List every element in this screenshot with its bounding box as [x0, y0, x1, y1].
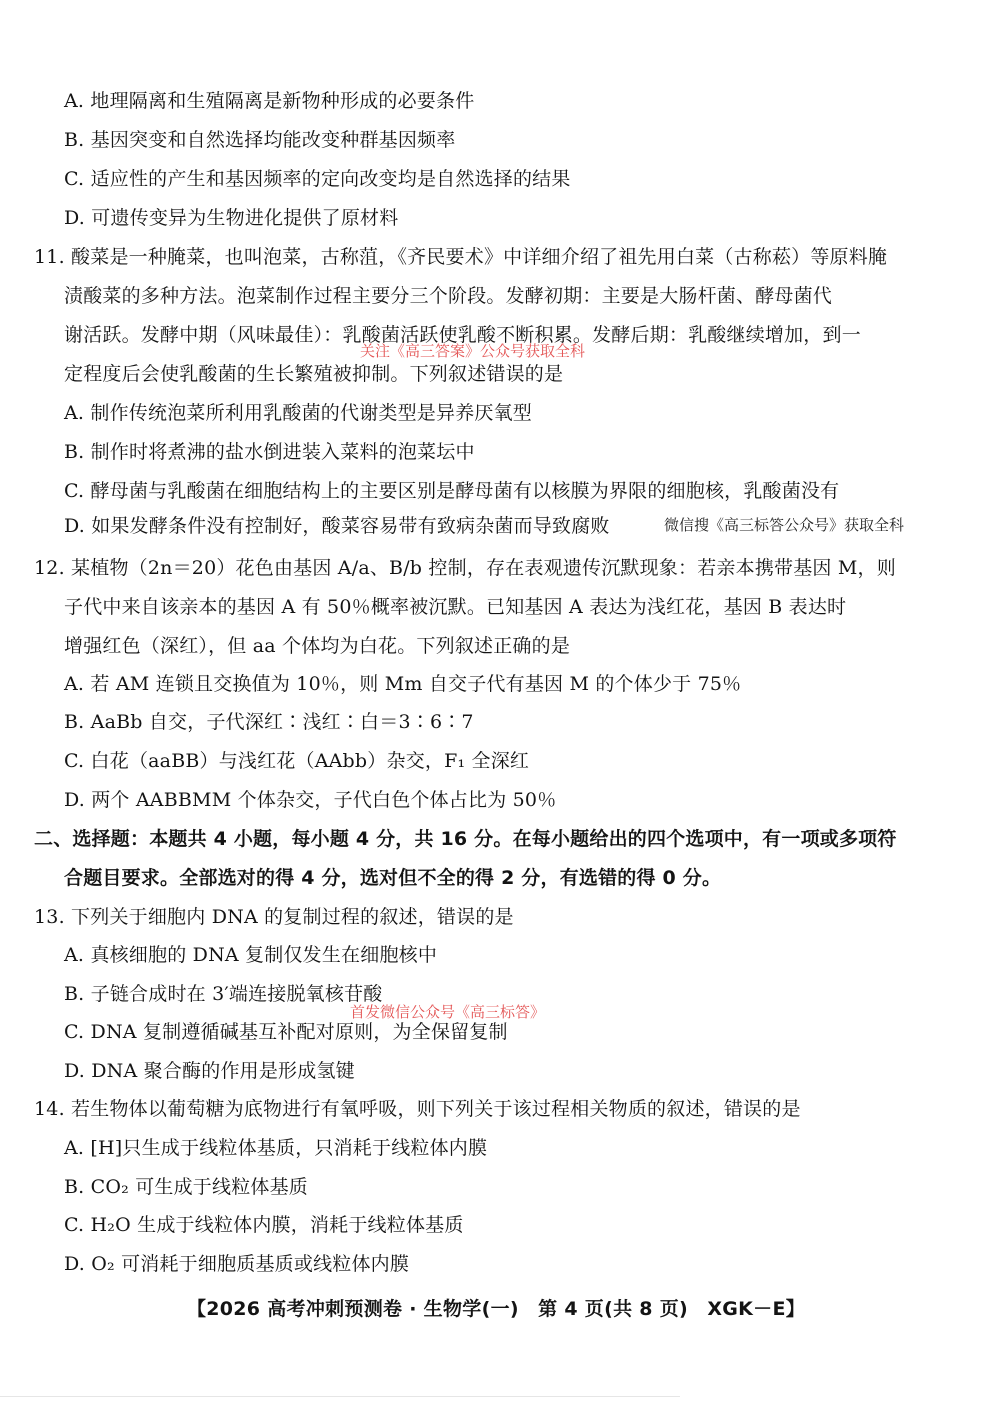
- q13-option-a: A. 真核细胞的 DNA 复制仅发生在细胞核中: [64, 944, 438, 966]
- section-2-heading-line-2: 合题目要求。全部选对的得 4 分，选对但不全的得 2 分，有选错的得 0 分。: [64, 867, 722, 889]
- q11-stem-line-1: 11. 酸菜是一种腌菜，也叫泡菜，古称菹，《齐民要术》中详细介绍了祖先用白菜（古称菘）等原料腌: [34, 246, 888, 268]
- q10-option-c: C. 适应性的产生和基因频率的定向改变均是自然选择的结果: [64, 168, 571, 190]
- q14-option-b: B. CO₂ 可生成于线粒体基质: [64, 1176, 309, 1198]
- q12-option-b: B. AaBb 自交，子代深红∶浅红∶白＝3∶6∶7: [64, 711, 474, 733]
- q13-option-c: C. DNA 复制遵循碱基互补配对原则，为全保留复制: [64, 1021, 508, 1043]
- q12-option-c: C. 白花（aaBB）与浅红花（AAbb）杂交，F₁ 全深红: [64, 750, 530, 772]
- q11-stem-line-2: 渍酸菜的多种方法。泡菜制作过程主要分三个阶段。发酵初期：主要是大肠杆菌、酵母菌代: [64, 285, 833, 307]
- q14-stem: 14. 若生物体以葡萄糖为底物进行有氧呼吸，则下列关于该过程相关物质的叙述，错误的是: [34, 1098, 801, 1120]
- q11-stem-line-3: 谢活跃。发酵中期（风味最佳）：乳酸菌活跃使乳酸不断积累。发酵后期：乳酸继续增加，到一: [64, 324, 861, 346]
- q10-option-d: D. 可遗传变异为生物进化提供了原材料: [64, 207, 399, 229]
- q11-option-d: D. 如果发酵条件没有控制好，酸菜容易带有致病杂菌而导致腐败: [64, 515, 610, 537]
- q11-option-a: A. 制作传统泡菜所利用乳酸菌的代谢类型是异养厌氧型: [64, 402, 533, 424]
- q10-option-b: B. 基因突变和自然选择均能改变种群基因频率: [64, 129, 456, 151]
- q14-option-a: A. [H]只生成于线粒体基质，只消耗于线粒体内膜: [64, 1137, 488, 1159]
- q12-stem-line-2: 子代中来自该亲本的基因 A 有 50％概率被沉默。已知基因 A 表达为浅红花，基因 B 表达时: [64, 596, 847, 618]
- q12-stem-line-1: 12. 某植物（2n＝20）花色由基因 A/a、B/b 控制，存在表观遗传沉默现象：若亲本携带基因 M，则: [34, 557, 896, 579]
- watermark-text-1: 关注《高三答案》公众号获取全科: [360, 342, 586, 360]
- q14-option-d: D. O₂ 可消耗于细胞质基质或线粒体内膜: [64, 1253, 410, 1275]
- q10-option-a: A. 地理隔离和生殖隔离是新物种形成的必要条件: [64, 90, 475, 112]
- q12-option-d: D. 两个 AABBMM 个体杂交，子代白色个体占比为 50％: [64, 789, 557, 811]
- q13-option-b: B. 子链合成时在 3′端连接脱氧核苷酸: [64, 983, 383, 1005]
- section-2-heading-line-1: 二、选择题：本题共 4 小题，每小题 4 分，共 16 分。在每小题给出的四个选项中，有一项或多项符: [34, 828, 897, 850]
- q11-stem-line-4: 定程度后会使乳酸菌的生长繁殖被抑制。下列叙述错误的是: [64, 363, 564, 385]
- bottom-divider: [0, 1396, 680, 1397]
- q11-option-b: B. 制作时将煮沸的盐水倒进装入菜料的泡菜坛中: [64, 441, 475, 463]
- q14-option-c: C. H₂O 生成于线粒体内膜，消耗于线粒体基质: [64, 1214, 464, 1236]
- q11-option-c: C. 酵母菌与乳酸菌在细胞结构上的主要区别是酵母菌有以核膜为界限的细胞核，乳酸菌没有: [64, 480, 840, 502]
- watermark-text-3: 首发微信公众号《高三标答》: [350, 1003, 546, 1021]
- q12-option-a: A. 若 AM 连锁且交换值为 10％，则 Mm 自交子代有基因 M 的个体少于 75％: [64, 673, 742, 695]
- page-footer: 【2026 高考冲刺预测卷 · 生物学(一) 第 4 页(共 8 页) XGK－E】: [186, 1298, 806, 1320]
- q12-stem-line-3: 增强红色（深红），但 aa 个体均为白花。下列叙述正确的是: [64, 635, 571, 657]
- watermark-text-2: 微信搜《高三标答公众号》获取全科: [664, 516, 905, 534]
- q13-option-d: D. DNA 聚合酶的作用是形成氢键: [64, 1060, 355, 1082]
- q13-stem: 13. 下列关于细胞内 DNA 的复制过程的叙述，错误的是: [34, 906, 514, 928]
